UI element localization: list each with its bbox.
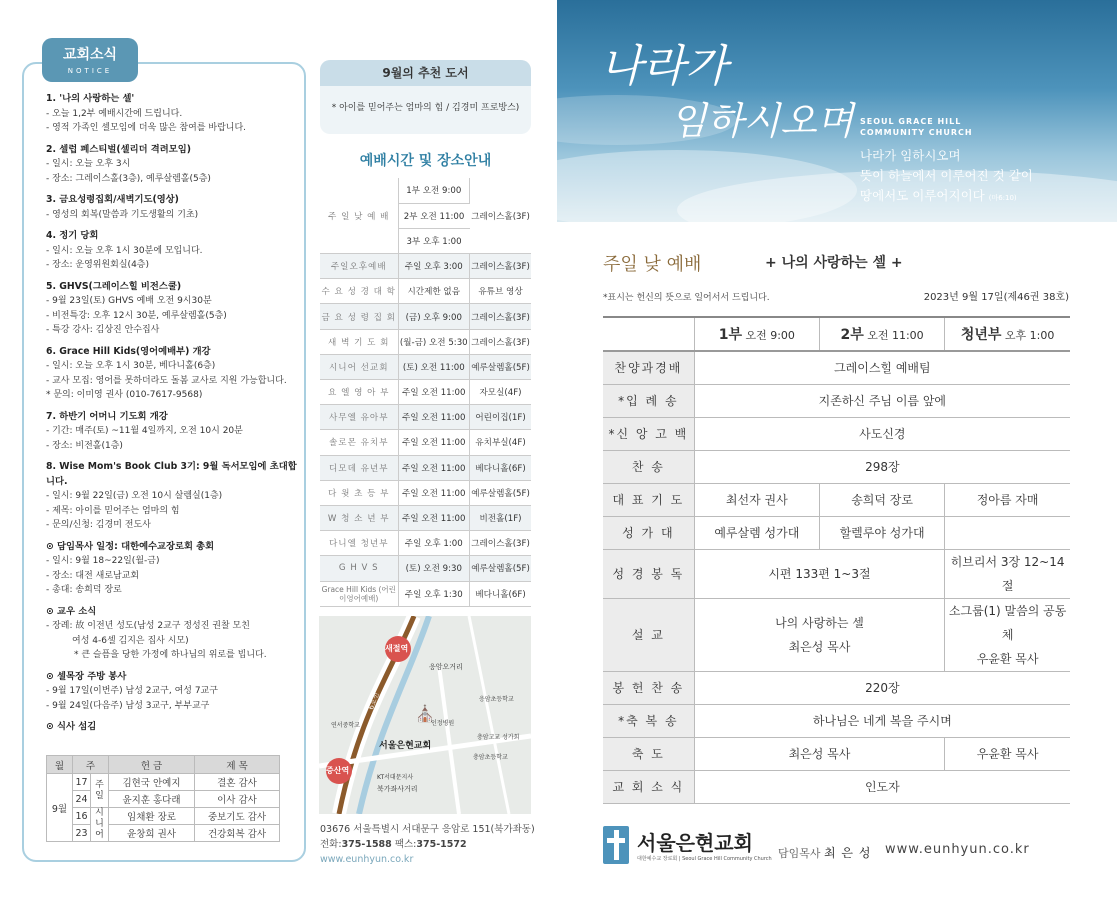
schedule-row: [320, 254, 531, 279]
order-cell: [945, 516, 1070, 549]
worship-order-table: [603, 316, 1070, 804]
schedule-row: [320, 405, 531, 430]
schedule-name: G H V S: [320, 556, 398, 581]
schedule-time: 주일 오전 11:00: [398, 480, 470, 505]
notice-line: - 비전특강: 오후 12시 30분, 예루살렘홀(5층): [46, 310, 227, 321]
notice-section: [46, 143, 300, 187]
schedule-time: 주일 오전 11:00: [398, 430, 470, 455]
church-subtitle: 대한예수교 장로회 | Seoul Grace Hill Community Church: [637, 856, 772, 862]
notice-heading: 8. Wise Mom's Book Club 3기: 9월 독서모임에 초대합니다.: [46, 461, 297, 487]
order-cell: 예루살렘 성가대: [694, 516, 819, 549]
order-label: 봉 헌 찬 송: [603, 671, 694, 704]
verse-line: 나라가 임하시오며: [860, 148, 961, 163]
notice-line: * 문의: 이미영 권사 (010-7617-9568): [46, 390, 203, 400]
order-label: 교 회 소 식: [603, 770, 694, 803]
schedule-time: 시간제한 없음: [398, 279, 470, 304]
schedule-row: [320, 480, 531, 505]
notice-line: - 장소: 비전홀(1층): [46, 440, 123, 451]
schedule-name: 주일오후예배: [320, 254, 398, 279]
schedule-time: (금) 오후 9:00: [398, 304, 470, 329]
order-cell: 사도신경: [694, 417, 1070, 450]
map-station-1: 새절역: [385, 644, 409, 653]
notice-heading: 3. 금요성령집회/새벽기도(영상): [46, 194, 179, 205]
standing-note: *표시는 헌신의 뜻으로 일어서서 드립니다.: [603, 293, 770, 303]
order-header-blank: [603, 317, 694, 351]
order-cell: 시편 133편 1~3절: [694, 549, 945, 598]
schedule-name: 디모데 유년부: [320, 455, 398, 480]
pastor-label: 담임목사: [778, 847, 821, 860]
schedule-name: 다니엘 청년부: [320, 531, 398, 556]
pastor-info: [778, 844, 871, 861]
notice-section: [46, 460, 300, 533]
order-label: 성 가 대: [603, 516, 694, 549]
schedule-time: 주일 오전 11:00: [398, 405, 470, 430]
order-row: [603, 417, 1070, 450]
map-label: 연서중학교: [331, 722, 360, 729]
meal-topic: 중보기도 감사: [195, 808, 280, 825]
schedule-name: 다 윗 초 등 부: [320, 480, 398, 505]
map-label: 응암오거리: [429, 663, 463, 671]
schedule-time: 주일 오후 3:00: [398, 254, 470, 279]
notice-section: [46, 605, 300, 663]
map-label: 충암초등학교: [473, 754, 508, 761]
meal-title: ⊙ 식사 섬김: [46, 721, 97, 732]
schedule-time: 주일 오전 11:00: [398, 455, 470, 480]
schedule-row: [320, 581, 531, 606]
notice-title: 교회소식: [62, 47, 118, 63]
order-row: [603, 450, 1070, 483]
schedule-time: 1부 오전 9:00: [398, 178, 470, 203]
map-church-label: 서울은현교회: [379, 741, 432, 751]
order-label: *입 례 송: [603, 384, 694, 417]
notice-section: [46, 410, 300, 454]
order-cell: 소그룹(1) 말씀의 공동체 우윤환 목사: [945, 598, 1070, 671]
book-text: * 아이를 믿어주는 엄마의 힘 / 김경미 프로방스): [331, 103, 520, 113]
order-label: 대 표 기 도: [603, 483, 694, 516]
notice-heading: 1. '나의 사랑하는 셀': [46, 93, 135, 104]
schedule-place: 베다니홀(6F): [470, 581, 531, 606]
schedule-name: 요 엘 영 아 부: [320, 380, 398, 405]
notice-heading: 4. 정기 당회: [46, 230, 99, 241]
meal-header: 헌 금: [109, 756, 195, 774]
order-row: [603, 737, 1070, 770]
service-time: 오전 11:00: [863, 329, 924, 342]
order-cell: 송희덕 장로: [819, 483, 944, 516]
fax-label: 팩스:: [394, 839, 417, 850]
schedule-name: 금 요 성 령 집 회: [320, 304, 398, 329]
notice-heading: ⊙ 교우 소식: [46, 605, 97, 617]
order-header-row: [603, 317, 1070, 351]
notice-tab: [42, 38, 138, 82]
meal-day: 16: [73, 808, 91, 825]
notice-section: [46, 670, 300, 714]
meal-day: 24: [73, 791, 91, 808]
schedule-time: (토) 오전 11:00: [398, 354, 470, 379]
verse-reference: (마6:10): [988, 194, 1017, 202]
order-row: [603, 598, 1070, 671]
schedule-title: 예배시간 및 장소안내: [359, 153, 492, 169]
meal-type: 주일: [91, 774, 109, 808]
notice-line: - 일시: 오늘 오후 1시 30분에 모입니다.: [46, 245, 203, 256]
schedule-place: 그레이스홀(3F): [470, 304, 531, 329]
schedule-place: 비전홀(1F): [470, 505, 531, 530]
hero-title: [600, 40, 854, 148]
order-header: [945, 317, 1070, 351]
notice-line: - 일시: 9월 22일(금) 오전 10시 살렘실(1층): [46, 491, 223, 501]
address-block: [320, 822, 535, 867]
notice-section: [46, 193, 300, 222]
order-cell: 최선자 권사: [694, 483, 819, 516]
hero-title-line: 나라가: [600, 41, 728, 92]
notice-line: - 기간: 매주(토) ~11월 4일까지, 오전 10시 20분: [46, 426, 243, 436]
order-row: [603, 549, 1070, 598]
order-label: 찬 송: [603, 450, 694, 483]
meal-month: 9월: [47, 774, 73, 842]
hero-church-line: COMMUNITY CHURCH: [860, 128, 973, 137]
order-label: 축 도: [603, 737, 694, 770]
notice-line: - 장례: 故 이전년 성도(남성 2교구 정성진 권찰 모친: [46, 621, 250, 631]
church-name: 서울은현교회: [637, 831, 753, 855]
hero-church-line: SEOUL GRACE HILL: [860, 117, 962, 126]
notice-line: 여성 4-6셀 김지은 집사 시모): [72, 635, 189, 646]
service-name: 청년부: [960, 327, 1002, 343]
meal-topic: 건강회복 감사: [195, 825, 280, 842]
hero-verse: [860, 146, 1033, 208]
schedule-time: 주일 오후 1:30: [398, 581, 470, 606]
table-row: [47, 774, 280, 791]
notice-line: * 큰 슬픔을 당한 가정에 하나님의 위로를 빕니다.: [74, 650, 267, 660]
notice-line: - 9월 17일(이번주) 남성 2교구, 여성 7교구: [46, 686, 218, 696]
table-row: [47, 825, 280, 842]
phone-number: 375-1588: [341, 839, 392, 850]
bulletin-date: 2023년 9월 17일(제46권 38호): [923, 292, 1069, 303]
order-row: [603, 483, 1070, 516]
schedule-name: W 청 소 년 부: [320, 505, 398, 530]
schedule-row: [320, 380, 531, 405]
notice-line: - 특강 강사: 김상진 안수집사: [46, 325, 160, 335]
order-header: [819, 317, 944, 351]
order-cell: 298장: [694, 450, 1070, 483]
notice-section: [46, 229, 300, 273]
order-cell: 220장: [694, 671, 1070, 704]
pastor-name: 최 은 성: [824, 846, 872, 860]
order-row: [603, 770, 1070, 803]
notice-section: [46, 92, 300, 136]
schedule-row: [320, 556, 531, 581]
order-cell: 하나님은 네게 복을 주시며: [694, 704, 1070, 737]
schedule-row: [320, 455, 531, 480]
schedule-name: 새 벽 기 도 회: [320, 329, 398, 354]
order-cell: 인도자: [694, 770, 1070, 803]
schedule-time: 3부 오후 1:00: [398, 228, 470, 253]
schedule-place: 예루살렘홀(5F): [470, 556, 531, 581]
meal-giver: 윤창희 권사: [109, 825, 195, 842]
notice-heading: ⊙ 담임목사 일정: 대한예수교장로회 총회: [46, 540, 215, 552]
schedule-name: 솔로몬 유치부: [320, 430, 398, 455]
worship-theme: + 나의 사랑하는 셀 +: [765, 255, 903, 271]
meal-topic: 결혼 감사: [195, 774, 280, 791]
schedule-name: Grace Hill Kids (어린이영어예배): [320, 581, 398, 606]
order-cell: 지존하신 주님 이름 앞에: [694, 384, 1070, 417]
notice-heading: 2. 셀럽 페스티벌(셀리더 격려모임): [46, 143, 191, 155]
address-line: 03676 서울특별시 서대문구 응암로 151(북가좌동): [320, 824, 535, 835]
order-cell: 최은성 목사: [694, 737, 945, 770]
map-road-label: 6호선: [367, 691, 381, 711]
fax-number: 375-1572: [416, 839, 467, 850]
schedule-name: 주 일 낮 예 배: [320, 178, 398, 254]
meal-giver: 임채환 장로: [109, 808, 195, 825]
order-cell: 할렐루야 성가대: [819, 516, 944, 549]
meal-header: 주: [73, 756, 109, 774]
map-station-2: 증산역: [326, 766, 350, 775]
schedule-place: 그레이스홀(3F): [470, 531, 531, 556]
notice-list: [46, 92, 300, 735]
order-row: [603, 516, 1070, 549]
schedule-row: [320, 279, 531, 304]
notice-line: - 영적 가족인 셀모임에 더욱 많은 참여를 바랍니다.: [46, 123, 247, 133]
notice-line: - 장소: 대전 새로남교회: [46, 570, 140, 581]
notice-line: - 일시: 오늘 오후 1시 30분, 베다니홀(6층): [46, 361, 216, 371]
notice-line: - 문의/신청: 김경미 전도사: [46, 520, 151, 530]
schedule-place: 베다니홀(6F): [470, 455, 531, 480]
schedule-place: 그레이스홀(3F): [470, 254, 531, 279]
order-row: [603, 384, 1070, 417]
meal-topic: 이사 감사: [195, 791, 280, 808]
notice-line: - 교사 모집: 영어를 못하더라도 돌봄 교사로 지원 가능합니다.: [46, 375, 287, 386]
meal-header: 월: [47, 756, 73, 774]
notice-section: [46, 345, 300, 403]
church-logo-icon: [603, 826, 629, 864]
schedule-place: 그레이스홀(3F): [470, 329, 531, 354]
notice-section: [46, 540, 300, 598]
meal-type: 시니어: [91, 808, 109, 842]
book-recommendation: [320, 60, 531, 134]
notice-line: - 오늘 1,2부 예배시간에 드립니다.: [46, 108, 183, 119]
notice-subtitle: NOTICE: [67, 67, 113, 75]
order-row: [603, 671, 1070, 704]
service-time: 오전 9:00: [741, 329, 795, 342]
schedule-row: [320, 304, 531, 329]
schedule-place: 예루살렘홀(5F): [470, 354, 531, 379]
order-label: *축 복 송: [603, 704, 694, 737]
notice-line: - 9월 23일(토) GHVS 예배 오전 9시30분: [46, 296, 212, 306]
phone-label: 전화:: [320, 839, 342, 850]
schedule-place: 유치부실(4F): [470, 430, 531, 455]
meal-day: 23: [73, 825, 91, 842]
schedule-time: (토) 오전 9:30: [398, 556, 470, 581]
meal-giver: 윤지훈 홍다래: [109, 791, 195, 808]
order-label: *신 앙 고 백: [603, 417, 694, 450]
order-row: [603, 351, 1070, 384]
notice-line: - 일시: 오늘 오후 3시: [46, 159, 131, 169]
service-name: 2부: [840, 327, 864, 343]
church-icon: ⛪: [415, 704, 435, 723]
notice-line: - 일시: 9월 18~22일(월-금): [46, 556, 160, 566]
schedule-row: [320, 178, 531, 203]
order-cell: 우윤환 목사: [945, 737, 1070, 770]
notice-heading: ⊙ 셀목장 주방 봉사: [46, 670, 127, 682]
notice-heading: 5. GHVS(그레이스힐 비전스쿨): [46, 280, 182, 292]
schedule-place: 유튜브 영상: [470, 279, 531, 304]
service-name: 1부: [718, 327, 742, 343]
notice-line: - 장소: 운영위원회실(4층): [46, 260, 149, 270]
order-cell: 그레이스힐 예배팀: [694, 351, 1070, 384]
verse-line: 땅에서도 이루어지이다: [860, 188, 985, 203]
hero-church-name: [860, 116, 973, 138]
map-label: 북가좌사거리: [377, 785, 418, 793]
schedule-table: [320, 178, 531, 607]
meal-day: 17: [73, 774, 91, 791]
notice-heading: 6. Grace Hill Kids(영어예배부) 개강: [46, 345, 211, 357]
notice-line: - 장소: 그레이스홀(3층), 예루살렘홀(5층): [46, 173, 211, 184]
verse-line: 뜻이 하늘에서 이루어진 것 같이: [860, 168, 1033, 183]
notice-heading: 7. 하반기 어머니 기도회 개강: [46, 410, 168, 422]
notice-line: - 총대: 송희덕 장로: [46, 585, 122, 595]
book-title: 9월의 추천 도서: [320, 60, 531, 86]
notice-line: - 제목: 아이를 믿어주는 엄마의 힘: [46, 505, 180, 516]
schedule-row: [320, 531, 531, 556]
map-label: 충암고교 성가회: [477, 734, 520, 741]
map-label: 응암초등학교: [479, 696, 514, 703]
map-label: KT서대문지사: [377, 774, 414, 781]
order-header: [694, 317, 819, 351]
notice-section: [46, 280, 300, 338]
schedule-time: 주일 오전 11:00: [398, 505, 470, 530]
contact-line: [320, 837, 535, 852]
schedule-row: [320, 329, 531, 354]
table-row: [47, 791, 280, 808]
service-time: 오후 1:00: [1001, 329, 1055, 342]
schedule-place: 자모실(4F): [470, 380, 531, 405]
meal-header: 제 목: [195, 756, 280, 774]
table-row: [47, 808, 280, 825]
schedule-place: 예루살렘홀(5F): [470, 480, 531, 505]
meal-giver: 김현국 안예지: [109, 774, 195, 791]
schedule-time: 주일 오후 1:00: [398, 531, 470, 556]
map-label: 인정병원: [431, 720, 455, 727]
order-label: 성 경 봉 독: [603, 549, 694, 598]
schedule-place: 어린이집(1F): [470, 405, 531, 430]
website-link[interactable]: www.eunhyun.co.kr: [320, 854, 414, 865]
order-row: [603, 704, 1070, 737]
hero-title-line: 임하시오며: [670, 99, 854, 143]
order-cell: 히브리서 3장 12~14절: [945, 549, 1070, 598]
schedule-name: 사무엘 유아부: [320, 405, 398, 430]
church-website[interactable]: www.eunhyun.co.kr: [885, 842, 1030, 857]
notice-line: - 영성의 회복(말씀과 기도생활의 기초): [46, 209, 199, 220]
schedule-place: 그레이스홀(3F): [470, 178, 531, 254]
order-label: 찬양과경배: [603, 351, 694, 384]
schedule-row: [320, 354, 531, 379]
notice-line: - 9월 24일(다음주) 남성 3교구, 부부교구: [46, 700, 210, 711]
schedule-time: (월-금) 오전 5:30: [398, 329, 470, 354]
order-cell: 정아름 자매: [945, 483, 1070, 516]
schedule-name: 시니어 선교회: [320, 354, 398, 379]
schedule-row: [320, 505, 531, 530]
schedule-time: 주일 오전 11:00: [398, 380, 470, 405]
schedule-row: [320, 430, 531, 455]
schedule-name: 수 요 성 경 대 학: [320, 279, 398, 304]
schedule-time: 2부 오전 11:00: [398, 203, 470, 228]
meal-table: [46, 755, 280, 842]
location-map: [319, 616, 531, 814]
order-cell: 나의 사랑하는 셀 최은성 목사: [694, 598, 945, 671]
worship-title: 주일 낮 예배: [603, 254, 702, 275]
order-label: 설 교: [603, 598, 694, 671]
